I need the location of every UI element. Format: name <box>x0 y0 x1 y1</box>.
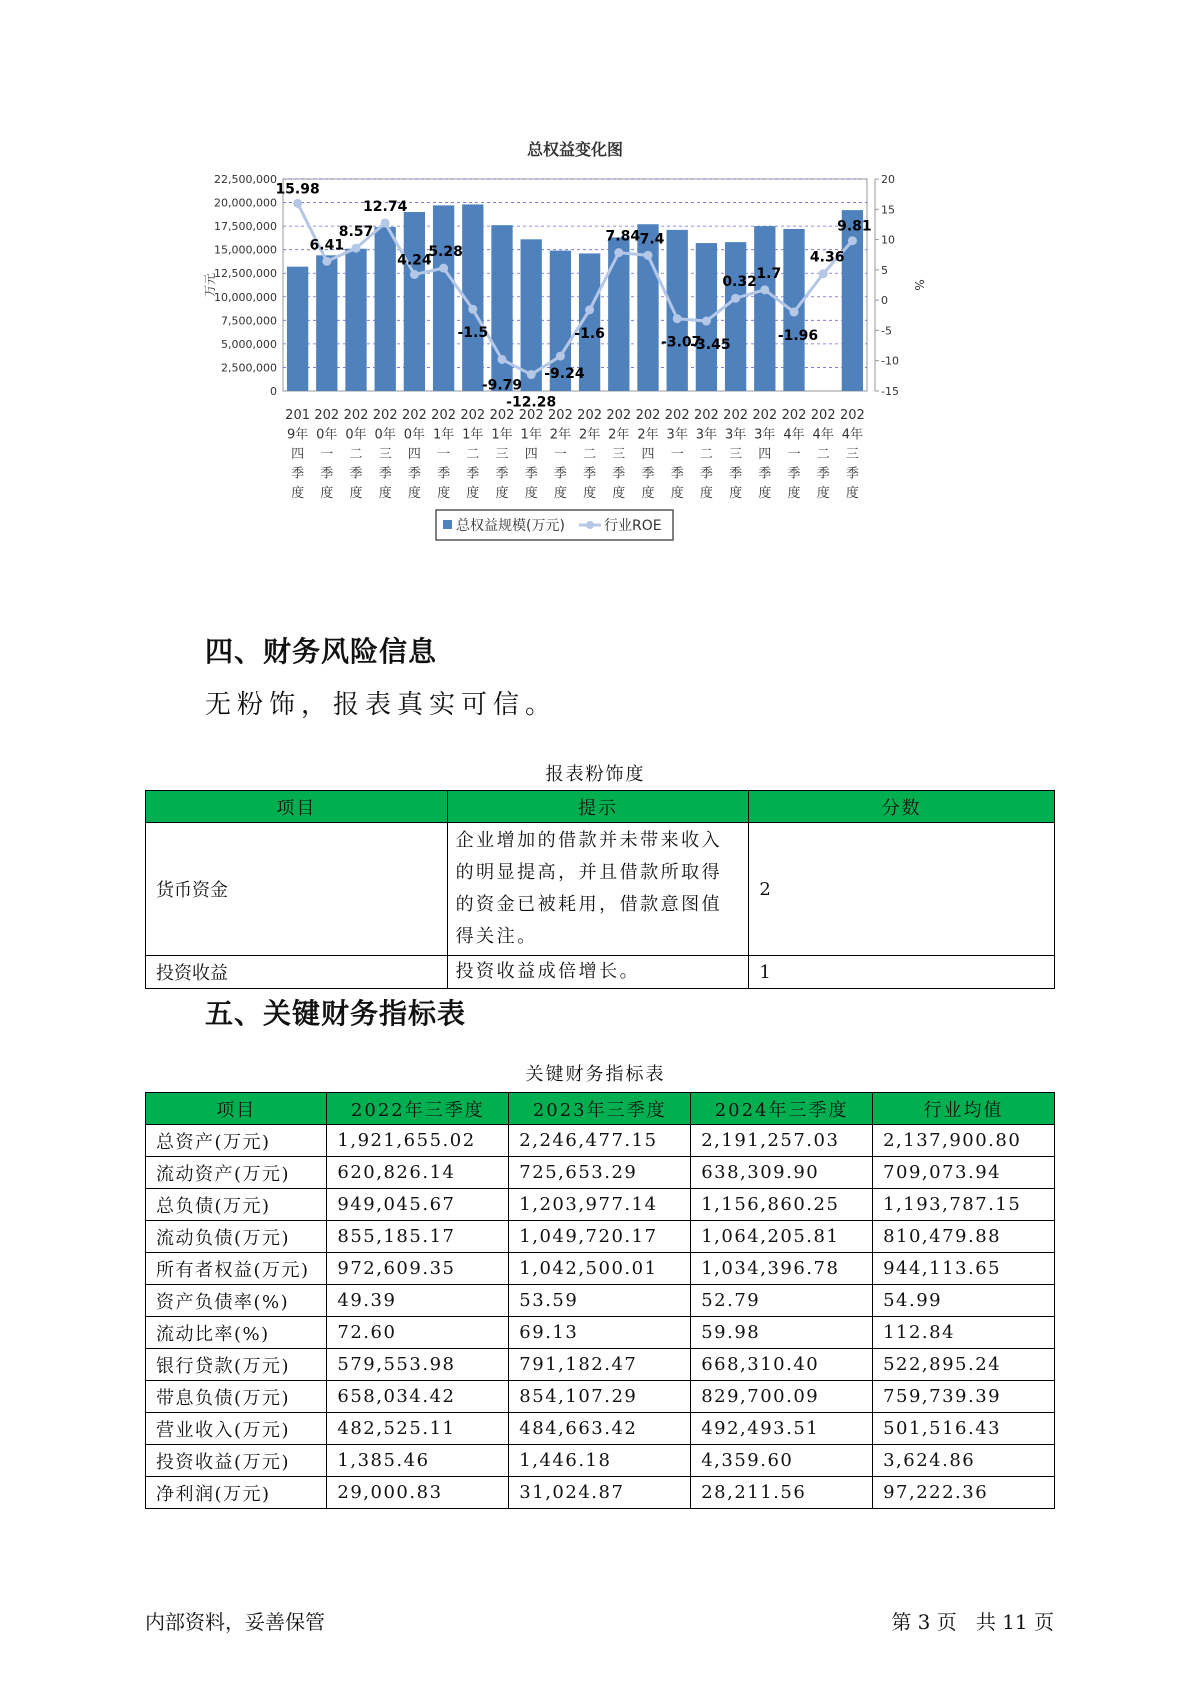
risk-tip: 企业增加的借款并未带来收入的明显提高，并且借款所取得的资金已被耗用，借款意图值得关注。 <box>447 823 749 956</box>
kpi-value: 579,553.98 <box>327 1349 509 1381</box>
kpi-item: 投资收益(万元) <box>146 1445 327 1477</box>
table-row <box>146 1349 1055 1381</box>
legend-bar-swatch <box>443 520 452 529</box>
legend-bar-label: 总权益规模(万元) <box>456 518 565 534</box>
kpi-value: 1,193,787.15 <box>873 1189 1055 1221</box>
x-tick-label: 202 1年三季度 <box>489 408 515 501</box>
kpi-value: 484,663.42 <box>509 1413 691 1445</box>
bar <box>754 226 775 391</box>
x-tick-label: 202 4年三季度 <box>839 408 865 501</box>
kpi-value: 2,246,477.15 <box>509 1125 691 1157</box>
roe-point <box>585 305 594 314</box>
kpi-value: 668,310.40 <box>691 1349 873 1381</box>
roe-data-label: 15.98 <box>275 181 320 198</box>
kpi-item: 资产负债率(%) <box>146 1285 327 1317</box>
roe-point <box>702 317 711 326</box>
kpi-value: 52.79 <box>691 1285 873 1317</box>
roe-point <box>731 294 740 303</box>
kpi-table-caption: 关键财务指标表 <box>525 1064 666 1085</box>
roe-point <box>439 264 448 273</box>
bar <box>608 237 629 391</box>
kpi-header: 行业均值 <box>873 1093 1055 1125</box>
roe-point <box>293 199 302 208</box>
risk-item: 投资收益 <box>146 956 448 989</box>
kpi-value: 1,049,720.17 <box>509 1221 691 1253</box>
kpi-header: 项目 <box>146 1093 327 1125</box>
table-row <box>146 956 1055 989</box>
roe-point <box>352 244 361 253</box>
kpi-value: 1,921,655.02 <box>327 1125 509 1157</box>
kpi-item: 流动资产(万元) <box>146 1157 327 1189</box>
roe-point <box>819 269 828 278</box>
kpi-item: 银行贷款(万元) <box>146 1349 327 1381</box>
footer-note: 内部资料，妥善保管 <box>145 1610 325 1634</box>
kpi-header: 2024年三季度 <box>691 1093 873 1125</box>
kpi-value: 3,624.86 <box>873 1445 1055 1477</box>
kpi-value: 658,034.42 <box>327 1381 509 1413</box>
y-tick-label: 7,500,000 <box>221 314 277 328</box>
kpi-item: 所有者权益(万元) <box>146 1253 327 1285</box>
roe-data-label: 7.4 <box>639 231 665 248</box>
kpi-item: 总负债(万元) <box>146 1189 327 1221</box>
x-tick-label: 202 0年一季度 <box>314 408 340 501</box>
roe-data-label: 1.7 <box>756 265 782 282</box>
kpi-item: 流动比率(%) <box>146 1317 327 1349</box>
kpi-value: 810,479.88 <box>873 1221 1055 1253</box>
roe-point <box>410 270 419 279</box>
table-row <box>146 1221 1055 1253</box>
kpi-value: 482,525.11 <box>327 1413 509 1445</box>
roe-data-label: 8.57 <box>338 224 374 241</box>
kpi-value: 949,045.67 <box>327 1189 509 1221</box>
table-row <box>146 1157 1055 1189</box>
kpi-header: 2023年三季度 <box>509 1093 691 1125</box>
kpi-value: 53.59 <box>509 1285 691 1317</box>
kpi-value: 1,446.18 <box>509 1445 691 1477</box>
kpi-value: 791,182.47 <box>509 1349 691 1381</box>
table-row <box>146 1125 1055 1157</box>
roe-data-label: 7.84 <box>605 228 641 245</box>
risk-item: 货币资金 <box>146 823 448 956</box>
risk-score: 2 <box>749 823 1055 956</box>
risk-tip: 投资收益成倍增长。 <box>447 956 749 989</box>
y-tick-label: 17,500,000 <box>214 220 277 234</box>
table-row <box>146 1285 1055 1317</box>
kpi-value: 69.13 <box>509 1317 691 1349</box>
bar <box>287 267 308 391</box>
risk-header-tip: 提示 <box>447 791 749 823</box>
kpi-value: 829,700.09 <box>691 1381 873 1413</box>
table-row <box>146 1413 1055 1445</box>
x-tick-label: 202 2年三季度 <box>606 408 632 501</box>
y-axis-label: 万元 <box>203 272 217 298</box>
kpi-value: 855,185.17 <box>327 1221 509 1253</box>
kpi-value: 972,609.35 <box>327 1253 509 1285</box>
x-tick-label: 202 0年三季度 <box>372 408 398 501</box>
y-tick-label: 15,000,000 <box>214 243 277 257</box>
x-tick-label: 202 1年二季度 <box>460 408 486 501</box>
section4-summary: 无粉饰，报表真实可信。 <box>205 690 558 720</box>
kpi-value: 2,191,257.03 <box>691 1125 873 1157</box>
roe-point <box>614 248 623 257</box>
y2-tick-label: -10 <box>881 354 899 368</box>
y-tick-label: 10,000,000 <box>214 290 277 304</box>
kpi-value: 4,359.60 <box>691 1445 873 1477</box>
kpi-item: 流动负债(万元) <box>146 1221 327 1253</box>
x-tick-label: 202 1年一季度 <box>431 408 457 501</box>
y-tick-label: 2,500,000 <box>221 361 277 375</box>
table-row <box>146 1253 1055 1285</box>
x-tick-label: 202 0年四季度 <box>401 408 427 501</box>
bar <box>433 205 454 391</box>
table-row <box>146 1445 1055 1477</box>
kpi-value: 72.60 <box>327 1317 509 1349</box>
kpi-value: 59.98 <box>691 1317 873 1349</box>
roe-data-label: 9.81 <box>837 218 872 235</box>
roe-point <box>790 308 799 317</box>
risk-score: 1 <box>749 956 1055 989</box>
bar <box>491 225 512 391</box>
y2-tick-label: 0 <box>881 294 888 308</box>
x-tick-label: 202 3年一季度 <box>664 408 690 501</box>
bar <box>375 227 396 391</box>
risk-table <box>145 790 1055 989</box>
y-tick-label: 5,000,000 <box>221 337 277 351</box>
table-row <box>146 823 1055 956</box>
risk-header-item: 项目 <box>146 791 448 823</box>
roe-data-label: 4.24 <box>397 252 432 269</box>
kpi-header: 2022年三季度 <box>327 1093 509 1125</box>
kpi-item: 带息负债(万元) <box>146 1381 327 1413</box>
roe-data-label: 4.36 <box>809 249 845 266</box>
y2-tick-label: 15 <box>881 203 895 217</box>
roe-data-label: -9.24 <box>544 366 585 383</box>
table-row <box>146 1381 1055 1413</box>
x-tick-label: 202 2年二季度 <box>577 408 603 501</box>
equity-chart <box>180 138 1000 598</box>
bar <box>667 230 688 391</box>
kpi-value: 854,107.29 <box>509 1381 691 1413</box>
legend-line-label: 行业ROE <box>604 518 662 534</box>
kpi-value: 1,064,205.81 <box>691 1221 873 1253</box>
chart-title: 总权益变化图 <box>526 140 624 159</box>
roe-data-label: 12.74 <box>363 198 408 215</box>
y-tick-label: 20,000,000 <box>214 196 277 210</box>
y2-tick-label: -15 <box>881 385 899 398</box>
y2-tick-label: 20 <box>881 173 895 186</box>
x-tick-label: 202 2年一季度 <box>547 408 573 501</box>
x-tick-label: 202 1年四季度 <box>518 408 544 501</box>
kpi-table <box>145 1092 1055 1509</box>
roe-point <box>468 305 477 314</box>
roe-point <box>556 352 565 361</box>
roe-data-label: -12.28 <box>506 394 557 411</box>
x-tick-label: 202 0年二季度 <box>343 408 369 501</box>
roe-data-label: 5.28 <box>428 244 463 261</box>
kpi-value: 29,000.83 <box>327 1477 509 1509</box>
table-row <box>146 1189 1055 1221</box>
roe-point <box>673 314 682 323</box>
kpi-item: 总资产(万元) <box>146 1125 327 1157</box>
table-row <box>146 1477 1055 1509</box>
roe-data-label: -1.6 <box>574 325 605 342</box>
risk-table-caption: 报表粉饰度 <box>545 764 646 785</box>
roe-point <box>760 285 769 294</box>
roe-point <box>498 355 507 364</box>
page-number: 第 3 页 共 11 页 <box>891 1610 1054 1634</box>
risk-header-score: 分数 <box>749 791 1055 823</box>
bar <box>637 224 658 391</box>
kpi-value: 1,156,860.25 <box>691 1189 873 1221</box>
x-tick-label: 201 9年四季度 <box>285 408 311 501</box>
kpi-item: 营业收入(万元) <box>146 1413 327 1445</box>
kpi-value: 28,211.56 <box>691 1477 873 1509</box>
kpi-value: 1,034,396.78 <box>691 1253 873 1285</box>
bar <box>404 212 425 391</box>
kpi-value: 638,309.90 <box>691 1157 873 1189</box>
kpi-value: 1,203,977.14 <box>509 1189 691 1221</box>
kpi-value: 1,385.46 <box>327 1445 509 1477</box>
roe-point <box>527 370 536 379</box>
x-tick-label: 202 4年二季度 <box>810 408 836 501</box>
roe-data-label: 6.41 <box>309 237 345 254</box>
x-tick-label: 202 3年二季度 <box>693 408 719 501</box>
x-tick-label: 202 2年四季度 <box>635 408 661 501</box>
y-tick-label: 22,500,000 <box>214 173 277 186</box>
kpi-value: 97,222.36 <box>873 1477 1055 1509</box>
kpi-value: 725,653.29 <box>509 1157 691 1189</box>
kpi-value: 31,024.87 <box>509 1477 691 1509</box>
kpi-value: 112.84 <box>873 1317 1055 1349</box>
y-tick-label: 0 <box>270 385 277 398</box>
y2-axis-label: % <box>912 279 926 291</box>
kpi-value: 49.39 <box>327 1285 509 1317</box>
section4-heading: 四、财务风险信息 <box>205 635 438 668</box>
roe-point <box>644 251 653 260</box>
y2-tick-label: 10 <box>881 233 895 247</box>
kpi-value: 759,739.39 <box>873 1381 1055 1413</box>
y-tick-label: 12,500,000 <box>214 267 277 281</box>
roe-point <box>322 257 331 266</box>
roe-data-label: -1.5 <box>457 325 489 342</box>
kpi-value: 944,113.65 <box>873 1253 1055 1285</box>
x-tick-label: 202 3年三季度 <box>723 408 749 501</box>
legend-line-marker <box>586 521 594 529</box>
kpi-value: 501,516.43 <box>873 1413 1055 1445</box>
kpi-value: 54.99 <box>873 1285 1055 1317</box>
bar <box>725 242 746 391</box>
kpi-value: 1,042,500.01 <box>509 1253 691 1285</box>
bar <box>316 255 337 391</box>
table-row <box>146 1317 1055 1349</box>
roe-data-label: -3.07 <box>661 334 702 351</box>
section5-heading: 五、关键财务指标表 <box>205 997 467 1030</box>
roe-data-label: -3.45 <box>690 337 731 354</box>
kpi-value: 709,073.94 <box>873 1157 1055 1189</box>
x-tick-label: 202 3年四季度 <box>752 408 778 501</box>
roe-point <box>381 218 390 227</box>
roe-data-label: -1.96 <box>777 328 819 345</box>
roe-data-label: 0.32 <box>722 274 757 291</box>
y2-tick-label: 5 <box>881 263 888 277</box>
kpi-value: 492,493.51 <box>691 1413 873 1445</box>
kpi-value: 522,895.24 <box>873 1349 1055 1381</box>
x-tick-label: 202 4年一季度 <box>781 408 807 501</box>
kpi-value: 2,137,900.80 <box>873 1125 1055 1157</box>
y2-tick-label: -5 <box>881 324 892 338</box>
kpi-item: 净利润(万元) <box>146 1477 327 1509</box>
roe-point <box>848 236 857 245</box>
roe-data-label: -9.79 <box>481 377 523 394</box>
bar <box>345 249 366 391</box>
kpi-value: 620,826.14 <box>327 1157 509 1189</box>
